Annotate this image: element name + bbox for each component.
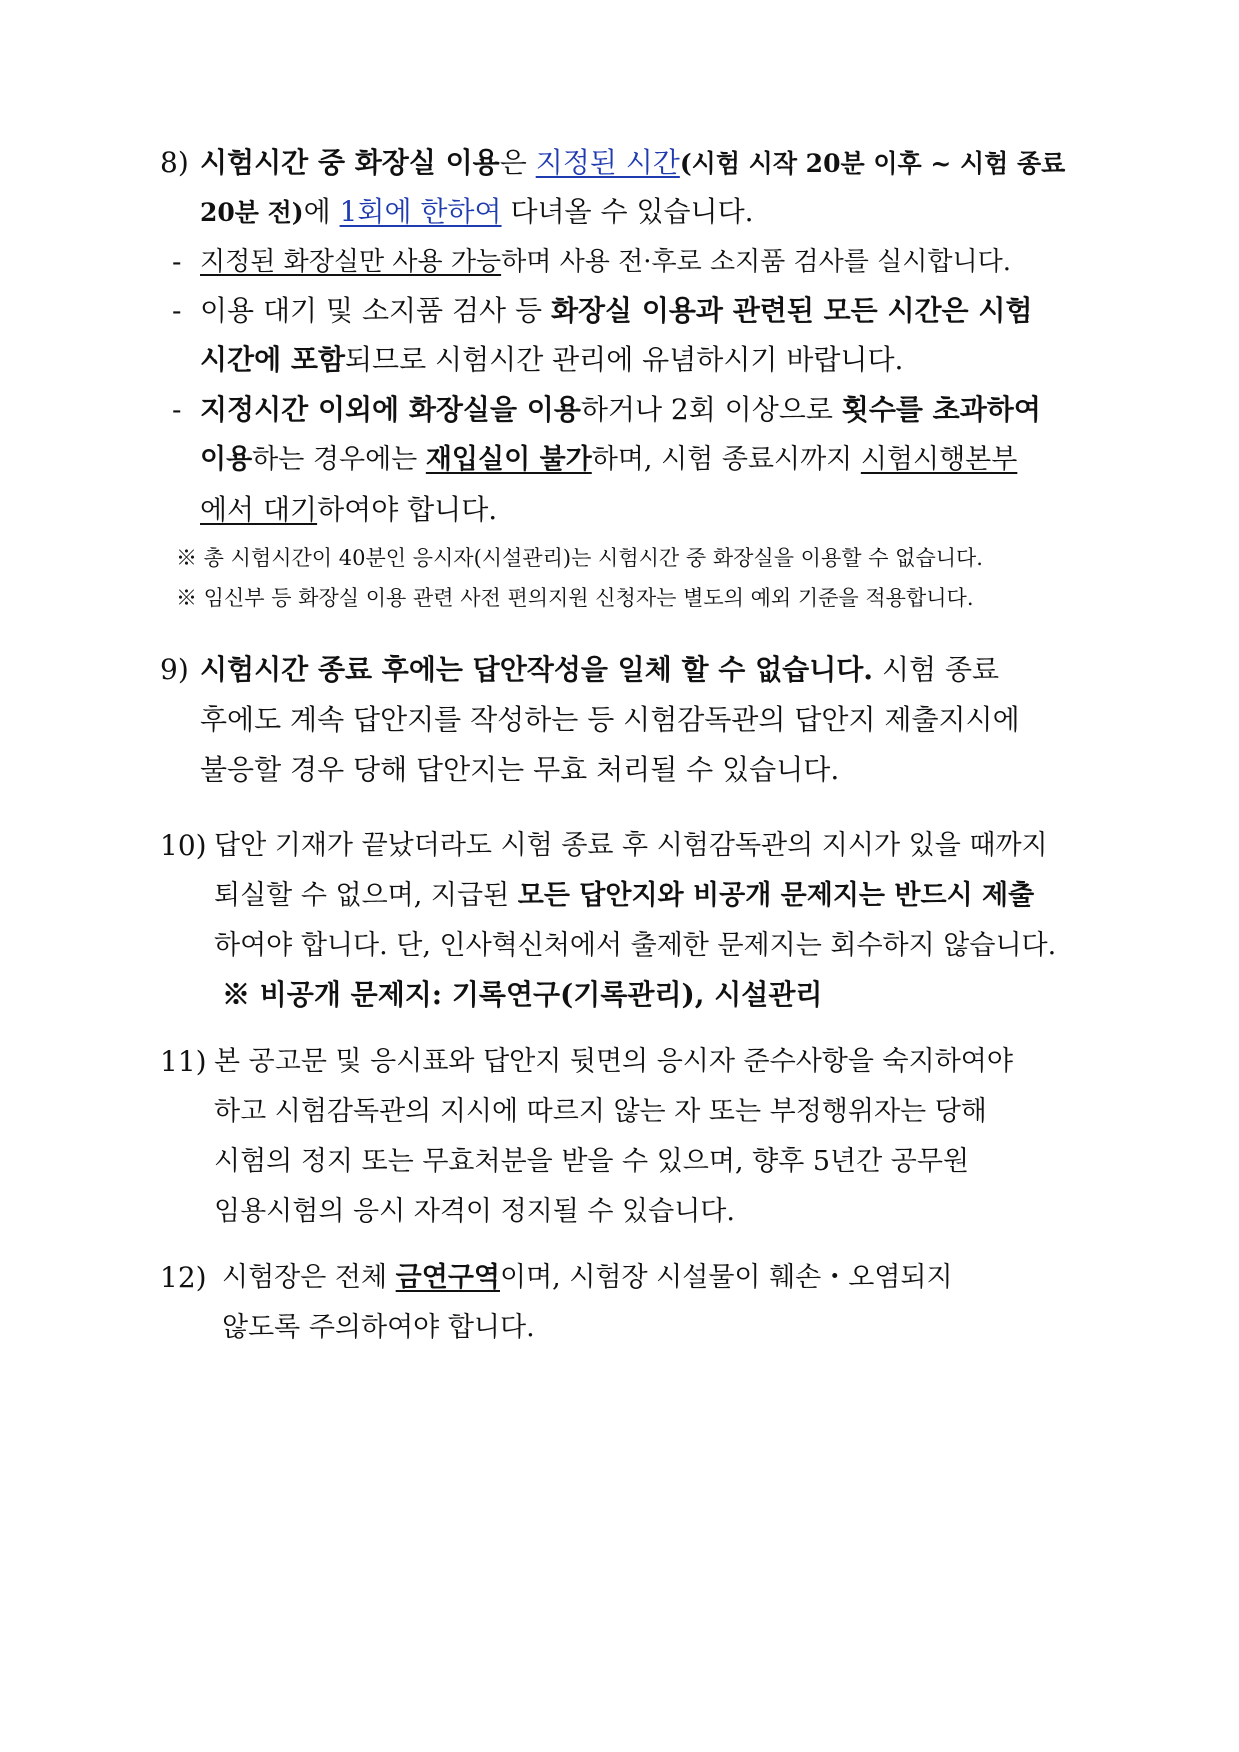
- bullet-dash: -: [172, 245, 182, 278]
- item-number: 8): [160, 146, 189, 179]
- item-8-bullet-3: 지정시간 이외에 화장실을 이용하거나 2회 이상으로 횟수를 초과하여: [200, 393, 1041, 426]
- item-10-line-2: 퇴실할 수 없으며, 지급된 모든 답안지와 비공개 문제지는 반드시 제출: [214, 880, 1035, 911]
- item-9-line-3: 불응할 경우 당해 답안지는 무효 처리될 수 있습니다.: [200, 753, 840, 786]
- item-8-line-1: 시험시간 중 화장실 이용은 지정된 시간(시험 시작 20분 이후 ~ 시험 종료: [200, 146, 1066, 179]
- item-8-note-2: ※ 임신부 등 화장실 이용 관련 사전 편의지원 신청자는 별도의 예외 기준을 적용합니다.: [176, 586, 974, 610]
- item-8-bullet-3-cont: 이용하는 경우에는 재입실이 불가하며, 시험 종료시까지 시험시행본부: [200, 444, 1018, 475]
- item-11-line-3: 시험의 정지 또는 무효처분을 받을 수 있으며, 향후 5년간 공무원: [214, 1146, 970, 1177]
- item-12-line-1: 시험장은 전체 금연구역이며, 시험장 시설물이 훼손・오염되지: [222, 1262, 953, 1293]
- item-10-note: ※ 비공개 문제지: 기록연구(기록관리), 시설관리: [222, 978, 823, 1011]
- item-11-line-2: 하고 시험감독관의 지시에 따르지 않는 자 또는 부정행위자는 당해: [214, 1096, 987, 1127]
- item-8-bullet-2-cont: 시간에 포함되므로 시험시간 관리에 유념하시기 바랍니다.: [200, 343, 904, 376]
- item-8-note-1: ※ 총 시험시간이 40분인 응시자(시설관리)는 시험시간 중 화장실을 이용할 수 없습니다.: [176, 546, 983, 570]
- item-9-line-1: 시험시간 종료 후에는 답안작성을 일체 할 수 없습니다. 시험 종료: [200, 653, 1000, 686]
- item-11-line-4: 임용시험의 응시 자격이 정지될 수 있습니다.: [214, 1196, 735, 1227]
- item-8-bullet-3-end: 에서 대기하여야 합니다.: [200, 493, 498, 526]
- item-number: 9): [160, 653, 189, 686]
- item-12-line-2: 않도록 주의하여야 합니다.: [222, 1312, 535, 1343]
- bullet-dash: -: [172, 294, 182, 327]
- item-10-line-3: 하여야 합니다. 단, 인사혁신처에서 출제한 문제지는 회수하지 않습니다.: [214, 930, 1057, 961]
- bullet-dash: -: [172, 393, 182, 426]
- item-10-line-1: 답안 기재가 끝났더라도 시험 종료 후 시험감독관의 지시가 있을 때까지: [214, 830, 1048, 861]
- item-11-line-1: 본 공고문 및 응시표와 답안지 뒷면의 응시자 준수사항을 숙지하여야: [214, 1046, 1013, 1077]
- item-8-bullet-1: 지정된 화장실만 사용 가능하며 사용 전·후로 소지품 검사를 실시합니다.: [200, 247, 1012, 277]
- item-number: 10): [160, 829, 207, 862]
- item-number: 11): [160, 1045, 207, 1078]
- item-8-line-2: 20분 전)에 1회에 한하여 다녀올 수 있습니다.: [200, 195, 754, 228]
- item-8-bullet-2: 이용 대기 및 소지품 검사 등 화장실 이용과 관련된 모든 시간은 시험: [200, 294, 1033, 327]
- item-number: 12): [160, 1261, 207, 1294]
- item-9-line-2: 후에도 계속 답안지를 작성하는 등 시험감독관의 답안지 제출지시에: [200, 703, 1020, 736]
